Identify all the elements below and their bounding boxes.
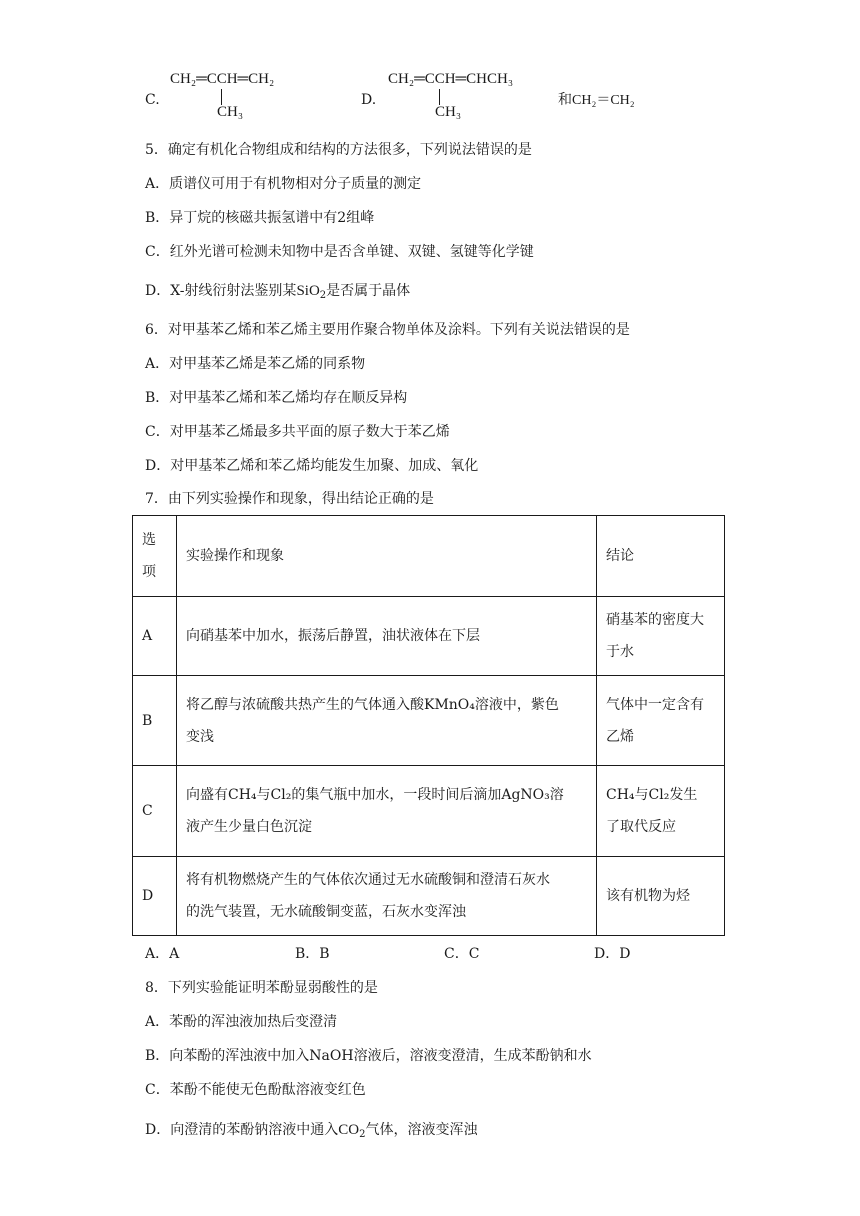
q4-option-d-formula: CH₂═CCH═CHCH₃ — [388, 71, 514, 87]
q5-stem: 5．确定有机化合物组成和结构的方法很多，下列说法错误的是 — [145, 142, 532, 158]
row-option: B — [133, 676, 177, 766]
q8-option-c: C．苯酚不能使无色酚酞溶液变红色 — [145, 1082, 366, 1098]
row-option: D — [133, 857, 177, 936]
row-operation — [177, 597, 597, 676]
experiment-table — [132, 515, 725, 936]
row-operation-line1: 向盛有CH₄与Cl₂的集气瓶中加水，一段时间后滴加AgNO₃溶 — [186, 787, 564, 803]
row-operation-line1: 将有机物燃烧产生的气体依次通过无水硫酸铜和澄清石灰水 — [186, 872, 550, 888]
row-conclusion-line2: 乙烯 — [606, 728, 634, 745]
row-operation — [177, 676, 597, 766]
header-conclusion: 结论 — [597, 516, 725, 597]
q4-option-c-label: C. — [145, 92, 160, 108]
row-operation-line2: 的洗气装置，无水硫酸铜变蓝，石灰水变浑浊 — [186, 904, 466, 920]
q8-option-d — [145, 1120, 477, 1140]
row-conclusion — [597, 597, 725, 676]
q4-option-d-methyl: CH₃ — [435, 104, 462, 120]
row-conclusion — [597, 857, 725, 936]
row-conclusion-line2: 了取代反应 — [606, 819, 676, 835]
q5-option-d — [145, 281, 410, 301]
q8-option-d-formula: CO — [338, 1122, 360, 1138]
q4-option-c-methyl: CH₃ — [217, 104, 244, 120]
row-conclusion-line2: 于水 — [606, 644, 634, 660]
q6-option-a: A．对甲基苯乙烯是苯乙烯的同系物 — [145, 356, 366, 372]
row-operation-line1: 向硝基苯中加水，振荡后静置，油状液体在下层 — [186, 628, 480, 644]
q8-option-d-text-end: 气体，溶液变浑浊 — [365, 1122, 478, 1138]
q5-option-b: B．异丁烷的核磁共振氢谱中有2组峰 — [145, 210, 375, 226]
row-operation — [177, 857, 597, 936]
table-row — [133, 857, 725, 936]
row-conclusion — [597, 676, 725, 766]
q8-option-d-subscript: 2 — [359, 1129, 366, 1140]
q8-option-b: B．向苯酚的浑浊液中加入NaOH溶液后，溶液变澄清，生成苯酚钠和水 — [145, 1048, 592, 1064]
table-row — [133, 766, 725, 857]
row-option: A — [133, 597, 177, 676]
q7-answer-c: C．C — [444, 946, 480, 962]
q4-option-d-and: 和CH₂＝CH₂ — [558, 93, 635, 108]
header-option — [133, 516, 177, 597]
q6-option-d: D．对甲基苯乙烯和苯乙烯均能发生加聚、加成、氧化 — [145, 458, 479, 474]
q5-option-d-subscript: 2 — [319, 290, 327, 301]
table-row — [133, 676, 725, 766]
row-operation — [177, 766, 597, 857]
row-conclusion-line1: CH₄与Cl₂发生 — [606, 787, 698, 803]
q5-option-d-text: D．X-射线衍射法鉴别某 — [145, 283, 297, 299]
header-option-line1: 选 — [142, 532, 156, 548]
q5-option-d-text-end: 是否属于晶体 — [326, 283, 411, 299]
table-header-row — [133, 516, 725, 597]
row-operation-line2: 变浅 — [186, 728, 214, 745]
q5-option-a: A．质谱仪可用于有机物相对分子质量的测定 — [145, 176, 422, 192]
q8-option-a: A．苯酚的浑浊液加热后变澄清 — [145, 1014, 338, 1030]
row-conclusion — [597, 766, 725, 857]
q5-option-d-formula: SiO — [296, 283, 320, 299]
row-option: C — [133, 766, 177, 857]
q7-answer-b: B．B — [295, 946, 330, 962]
q4-option-d-bond — [439, 89, 440, 105]
q4-option-c-bond — [221, 89, 222, 105]
q7-answer-a: A．A — [145, 946, 180, 962]
header-operation: 实验操作和现象 — [177, 516, 597, 597]
q4-option-c-formula: CH₂═CCH═CH₂ — [170, 71, 275, 87]
row-operation-line1: 将乙醇与浓硫酸共热产生的气体通入酸KMnO₄溶液中，紫色 — [186, 696, 559, 713]
row-conclusion-line1: 该有机物为烃 — [606, 888, 690, 904]
header-option-line2: 项 — [142, 564, 156, 580]
q8-option-d-text: D．向澄清的苯酚钠溶液中通入 — [145, 1122, 339, 1138]
row-conclusion-line1: 硝基苯的密度大 — [606, 612, 704, 628]
row-conclusion-line1: 气体中一定含有 — [606, 696, 704, 713]
q8-stem: 8．下列实验能证明苯酚显弱酸性的是 — [145, 980, 378, 996]
q7-answer-d: D．D — [594, 946, 631, 962]
table-row — [133, 597, 725, 676]
q6-option-b: B．对甲基苯乙烯和苯乙烯均存在顺反异构 — [145, 390, 408, 406]
q6-option-c: C．对甲基苯乙烯最多共平面的原子数大于苯乙烯 — [145, 424, 450, 440]
row-operation-line2: 液产生少量白色沉淀 — [186, 819, 312, 835]
q7-stem: 7．由下列实验操作和现象，得出结论正确的是 — [145, 491, 434, 507]
q6-stem: 6．对甲基苯乙烯和苯乙烯主要用作聚合物单体及涂料。下列有关说法错误的是 — [145, 322, 630, 338]
q5-option-c: C．红外光谱可检测未知物中是否含单键、双键、氢键等化学键 — [145, 244, 534, 260]
q4-option-d-label: D. — [361, 92, 377, 108]
